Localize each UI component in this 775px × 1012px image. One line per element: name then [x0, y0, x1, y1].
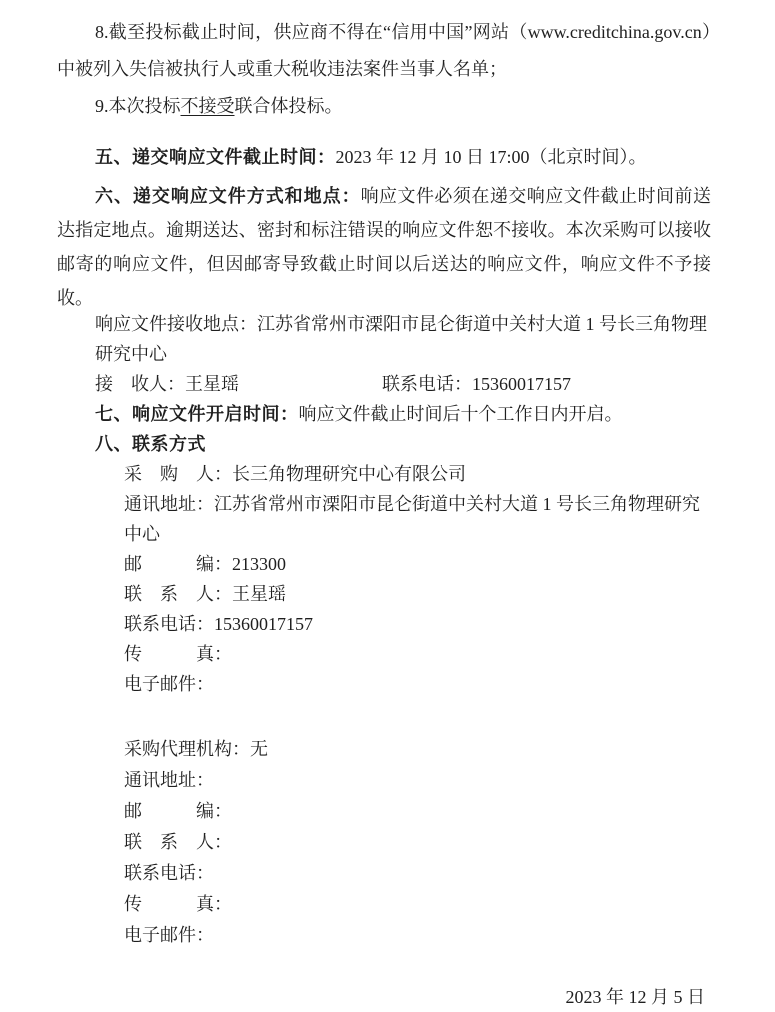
receiver-line	[57, 369, 711, 399]
contact-label: 传 真：	[124, 644, 232, 664]
contact-label: 联系电话：	[124, 863, 214, 883]
clause-9-underlined: 不接受	[180, 96, 235, 116]
contact-value: 长三角物理研究中心有限公司	[232, 464, 466, 484]
contact-row-phone	[124, 609, 711, 639]
receive-location-label: 响应文件接收地点：	[95, 314, 257, 334]
section-7-opening-time	[57, 399, 711, 429]
section-5-heading: 五、递交响应文件截止时间：	[95, 147, 336, 167]
contact-value: 王星瑶	[232, 584, 286, 604]
contact-row-email	[124, 920, 711, 951]
contact-label: 邮 编：	[124, 801, 232, 821]
contact-label: 通讯地址：	[124, 770, 214, 790]
contact-row-agency	[124, 734, 711, 765]
contact-row-fax	[124, 889, 711, 920]
receiver-phone	[382, 369, 571, 399]
section-7-text: 响应文件截止时间后十个工作日内开启。	[298, 404, 623, 424]
contact-label: 联 系 人：	[124, 832, 232, 852]
contact-row-address	[124, 765, 711, 796]
contact-label: 联系电话：	[124, 614, 214, 634]
contact-value: 无	[250, 739, 268, 759]
clause-9-prefix: 9.本次投标	[95, 96, 181, 116]
section-6-method-location	[57, 179, 711, 315]
agency-contact-block	[57, 734, 711, 951]
contact-row-fax	[124, 639, 711, 669]
section-8-heading: 八、联系方式	[95, 434, 206, 454]
section-6-heading: 六、递交响应文件方式和地点：	[95, 186, 361, 206]
contact-row-postcode	[124, 549, 711, 579]
contact-value: 15360017157	[214, 614, 313, 634]
contact-row-phone	[124, 858, 711, 889]
contact-row-person	[124, 827, 711, 858]
contact-label: 联 系 人：	[124, 584, 232, 604]
document-date	[57, 982, 711, 1012]
contact-row-postcode	[124, 796, 711, 827]
receiver-value: 王星瑶	[185, 374, 239, 394]
section-8-contact	[57, 429, 711, 459]
contact-label: 电子邮件：	[124, 674, 214, 694]
contact-value: 213300	[232, 554, 286, 574]
section-6-text: 响应文件必须在递交响应文件截止时间前送达指定地点。逾期送达、密封和标注错误的响应文件恕不接收。本次采购可以接收邮寄的响应文件，但因邮寄导致截止时间以后送达的响应文件，响应文件不予接收。	[57, 186, 711, 308]
contact-label: 电子邮件：	[124, 925, 214, 945]
contact-label: 采 购 人：	[124, 464, 232, 484]
section-5-deadline	[57, 139, 711, 176]
purchaser-contact-block	[57, 459, 711, 699]
contact-label: 采购代理机构：	[124, 739, 250, 759]
contact-label: 通讯地址：	[124, 494, 214, 514]
contact-value: 江苏省常州市溧阳市昆仑街道中关村大道 1 号长三角物理研究中心	[124, 494, 700, 544]
clause-9	[57, 88, 711, 125]
contact-label: 传 真：	[124, 894, 232, 914]
contact-row-purchaser	[124, 459, 711, 489]
contact-row-address	[124, 489, 711, 549]
section-7-heading: 七、响应文件开启时间：	[95, 404, 299, 424]
contact-row-person	[124, 579, 711, 609]
document-date-text: 2023 年 12 月 5 日	[565, 987, 705, 1007]
clause-8	[57, 14, 711, 88]
section-5-text: 2023 年 12 月 10 日 17:00（北京时间）。	[335, 147, 647, 167]
receiver-phone-value: 15360017157	[472, 374, 571, 394]
receiver-phone-label: 联系电话：	[382, 374, 472, 394]
clause-8-text: 8.截至投标截止时间，供应商不得在“信用中国”网站（www.creditchina.gov.cn）中被列入失信被执行人或重大税收违法案件当事人名单；	[57, 22, 711, 79]
contact-row-email	[124, 669, 711, 699]
receive-location-value: 江苏省常州市溧阳市昆仑街道中关村大道 1 号长三角物理研究中心	[95, 314, 707, 364]
receive-location-line	[57, 309, 711, 369]
clause-9-suffix: 联合体投标。	[234, 96, 343, 116]
receiver-label: 接 收人：	[95, 374, 185, 394]
contact-label: 邮 编：	[124, 554, 232, 574]
